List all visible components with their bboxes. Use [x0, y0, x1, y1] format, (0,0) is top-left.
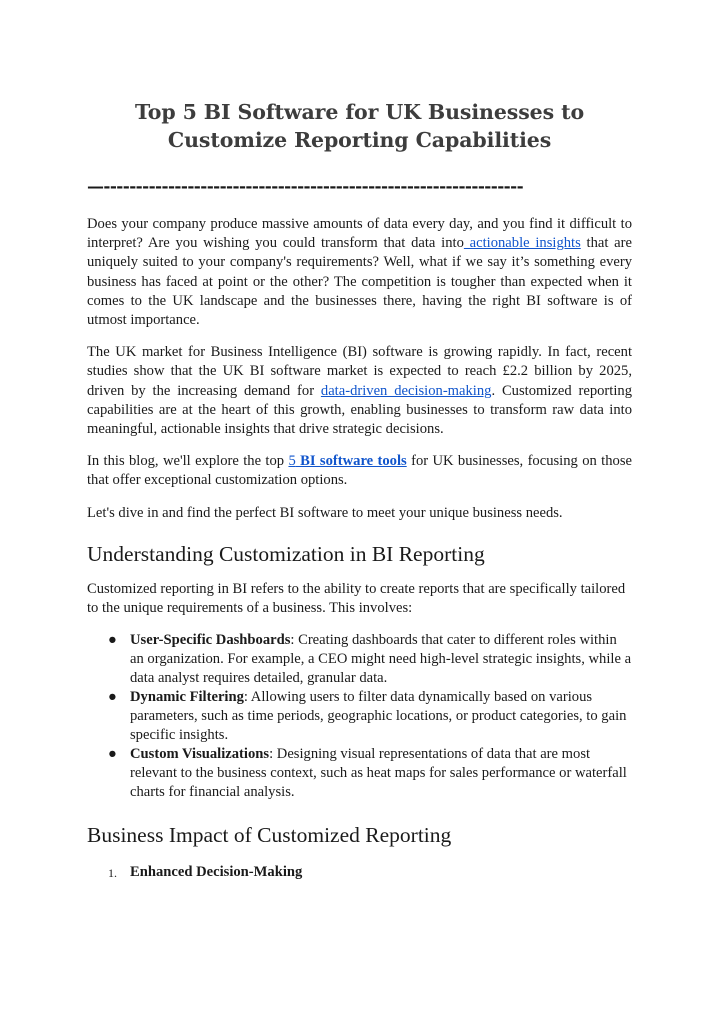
- intro-p2-text-end: . Customized reporting capabilities are at the heart of this growth, enabling businesses to transform raw data into meaningful, actionable insights that drive strategic decisions.: [87, 382, 632, 438]
- list-item-label: Enhanced Decision-Making: [130, 864, 303, 881]
- business-impact-numbered-list: [87, 863, 632, 882]
- bullet-description: : Allowing users to filter data dynamically based on various parameters, such as time periods, geographic locations, or product categories, to gain specific insights.: [130, 689, 627, 744]
- title-line-2: Customize Reporting Capabilities: [167, 128, 552, 152]
- section-heading-customization: Understanding Customization in BI Reporting: [87, 541, 485, 566]
- bullet-description: : Creating dashboards that cater to different roles within an organization. For example, a CEO might need high-level strategic insights, while a data analyst requires detailed, granular data.: [130, 632, 632, 687]
- title-divider: —-----------------------------------------------------------------: [87, 177, 524, 197]
- bullet-icon: ●: [108, 746, 117, 763]
- list-item: [108, 863, 632, 882]
- intro-paragraph-3: [87, 452, 632, 490]
- intro-p1-text-end: that are uniquely suited to your company's requirements? Well, what if we say it’s something every business has faced at point or the other? The competition is tougher than expected when it comes to the UK landscape and the businesses there, having the right BI software is of utmost importance.: [87, 235, 632, 329]
- intro-p3-text-start: In this blog, we'll explore the top: [87, 453, 289, 470]
- bullet-term: Custom Visualizations: [130, 746, 270, 763]
- intro-p1-text-start: Does your company produce massive amounts of data every day, and you find it difficult to interpret? Are you wishing you could transform that data into: [87, 216, 632, 252]
- intro-p3-text-end: for UK businesses, focusing on those that offer exceptional customization options.: [87, 453, 632, 489]
- list-item: [108, 631, 632, 688]
- list-item-number: 1.: [108, 866, 117, 881]
- data-driven-decision-making-link[interactable]: data-driven decision-making: [320, 382, 492, 399]
- customization-intro-paragraph: Customized reporting in BI refers to the ability to create reports that are specifically tailored to the unique requirements of a business. This involves:: [87, 580, 626, 617]
- bullet-icon: ●: [108, 689, 117, 706]
- bi-software-tools-link[interactable]: [288, 453, 406, 469]
- document-page: [87, 98, 632, 882]
- bullet-icon: ●: [108, 632, 117, 649]
- intro-paragraph-1: [87, 215, 632, 330]
- customization-bullet-list: [87, 631, 632, 802]
- bullet-term: Dynamic Filtering: [130, 689, 244, 706]
- bi-tools-link-number: 5: [288, 453, 296, 470]
- actionable-insights-link[interactable]: actionable insights: [463, 235, 581, 252]
- intro-paragraph-2: [87, 343, 632, 439]
- intro-p2-text-start: The UK market for Business Intelligence (BI) software is growing rapidly. In fact, recent studies show that the UK BI software market is expected to reach £2.2 billion by 2025, driven by the increasing demand for: [87, 344, 632, 399]
- bullet-term: User-Specific Dashboards: [130, 632, 291, 649]
- list-item: [108, 688, 632, 745]
- section-heading-business-impact: Business Impact of Customized Reporting: [87, 823, 452, 848]
- bullet-description: : Designing visual representations of data that are most relevant to the business context, such as heat maps for sales performance or waterfall charts for financial analysis.: [130, 746, 627, 801]
- intro-paragraph-4: Let's dive in and find the perfect BI software to meet your unique business needs.: [87, 504, 563, 521]
- title-line-1: Top 5 BI Software for UK Businesses to: [134, 100, 585, 124]
- bi-tools-link-text: BI software tools: [295, 453, 407, 470]
- list-item: [108, 745, 632, 802]
- page-title: [87, 98, 632, 154]
